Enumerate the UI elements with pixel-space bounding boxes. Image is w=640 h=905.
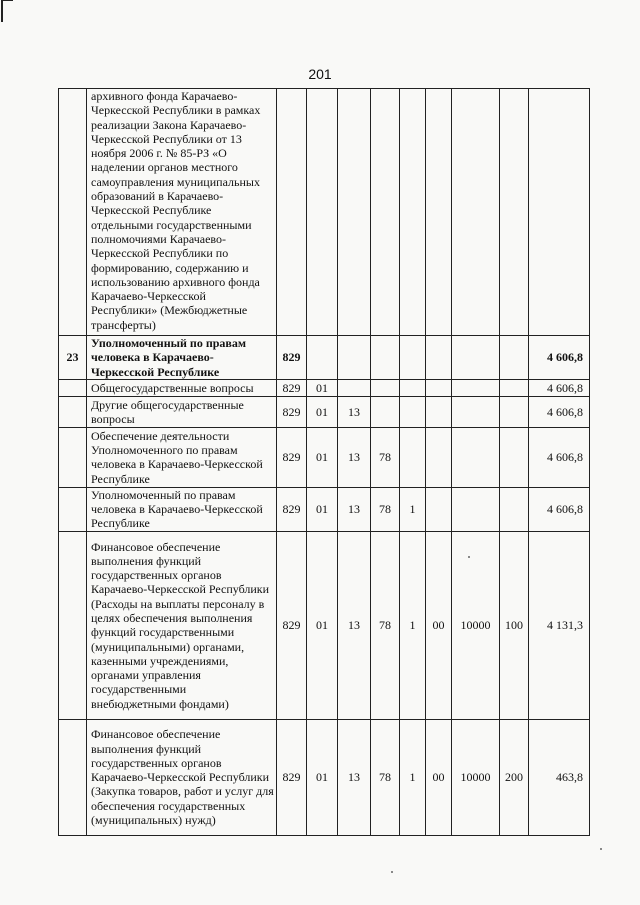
cell-amount: 4 606,8	[529, 487, 590, 531]
cell-rz: 01	[307, 379, 338, 396]
cell-direction	[426, 379, 452, 396]
cell-subprogram: 1	[400, 719, 426, 835]
cell-program: 78	[371, 531, 400, 719]
cell-program	[371, 379, 400, 396]
cell-program: 78	[371, 719, 400, 835]
cell-subprogram	[400, 336, 426, 380]
page-number: 201	[308, 66, 332, 82]
cell-direction	[426, 487, 452, 531]
row-number	[59, 89, 87, 336]
row-description: Уполномоченный по правам человека в Карачаево-Черкесской Республике	[87, 487, 277, 531]
cell-direction	[426, 336, 452, 380]
cell-code: 10000	[452, 719, 500, 835]
scan-speck	[600, 848, 602, 850]
row-number	[59, 487, 87, 531]
cell-code	[452, 487, 500, 531]
cell-subprogram: 1	[400, 531, 426, 719]
cell-ved: 829	[277, 427, 307, 487]
cell-vr	[500, 487, 529, 531]
cell-pr: 13	[338, 396, 371, 427]
cell-ved: 829	[277, 396, 307, 427]
row-description: Другие общегосударственные вопросы	[87, 396, 277, 427]
cell-amount: 4 606,8	[529, 427, 590, 487]
table-row	[59, 487, 590, 531]
cell-vr: 200	[500, 719, 529, 835]
cell-pr: 13	[338, 427, 371, 487]
table-row	[59, 427, 590, 487]
scan-speck	[391, 871, 393, 873]
cell-rz	[307, 336, 338, 380]
cell-subprogram	[400, 89, 426, 336]
cell-rz: 01	[307, 531, 338, 719]
cell-amount: 4 131,3	[529, 531, 590, 719]
cell-code	[452, 336, 500, 380]
cell-pr: 13	[338, 487, 371, 531]
row-number	[59, 396, 87, 427]
cell-vr	[500, 427, 529, 487]
cell-code	[452, 427, 500, 487]
cell-ved: 829	[277, 531, 307, 719]
cell-program	[371, 336, 400, 380]
cell-rz: 01	[307, 487, 338, 531]
cell-pr	[338, 336, 371, 380]
cell-ved: 829	[277, 719, 307, 835]
cell-direction	[426, 396, 452, 427]
cell-vr	[500, 396, 529, 427]
cell-ved: 829	[277, 379, 307, 396]
cell-code	[452, 379, 500, 396]
cell-rz: 01	[307, 719, 338, 835]
table-row	[59, 531, 590, 719]
cell-vr	[500, 336, 529, 380]
cell-subprogram	[400, 396, 426, 427]
row-description: Обеспечение деятельности Уполномоченного по правам человека в Карачаево-Черкесской Республике	[87, 427, 277, 487]
cell-subprogram: 1	[400, 487, 426, 531]
cell-vr: 100	[500, 531, 529, 719]
cell-rz	[307, 89, 338, 336]
budget-table	[58, 88, 590, 836]
cell-subprogram	[400, 379, 426, 396]
table-row	[59, 396, 590, 427]
table-row	[59, 89, 590, 336]
scan-edge-mark	[1, 0, 9, 22]
cell-code	[452, 396, 500, 427]
row-description: Уполномоченный по правам человека в Карачаево-Черкесской Республике	[87, 336, 277, 380]
cell-direction: 00	[426, 719, 452, 835]
cell-vr	[500, 379, 529, 396]
cell-program: 78	[371, 487, 400, 531]
scan-edge-mark-top	[1, 0, 13, 1]
cell-ved: 829	[277, 336, 307, 380]
cell-direction	[426, 427, 452, 487]
cell-pr	[338, 89, 371, 336]
cell-rz: 01	[307, 396, 338, 427]
cell-pr	[338, 379, 371, 396]
cell-subprogram	[400, 427, 426, 487]
cell-program	[371, 89, 400, 336]
cell-code	[452, 89, 500, 336]
cell-direction: 00	[426, 531, 452, 719]
row-number	[59, 719, 87, 835]
cell-rz: 01	[307, 427, 338, 487]
cell-program	[371, 396, 400, 427]
cell-direction	[426, 89, 452, 336]
cell-ved	[277, 89, 307, 336]
cell-amount: 4 606,8	[529, 336, 590, 380]
cell-program: 78	[371, 427, 400, 487]
row-description: Общегосударственные вопросы	[87, 379, 277, 396]
row-number	[59, 531, 87, 719]
cell-code: 10000	[452, 531, 500, 719]
cell-amount: 463,8	[529, 719, 590, 835]
cell-pr: 13	[338, 531, 371, 719]
cell-ved: 829	[277, 487, 307, 531]
cell-pr: 13	[338, 719, 371, 835]
cell-amount: 4 606,8	[529, 396, 590, 427]
cell-vr	[500, 89, 529, 336]
row-number	[59, 427, 87, 487]
row-description: Финансовое обеспечение выполнения функций государственных органов Карачаево-Черкесской Республики (Расходы на выплаты персоналу в целях обеспечения выполнения функций государственными (муниципальными) органами, казенными учреждениями, органами управления государственными внебюджетными фондами)	[87, 531, 277, 719]
table-row	[59, 336, 590, 380]
row-number	[59, 379, 87, 396]
table-row	[59, 379, 590, 396]
row-description: Финансовое обеспечение выполнения функций государственных органов Карачаево-Черкесской Республики (Закупка товаров, работ и услуг для обеспечения государственных (муниципальных) нужд)	[87, 719, 277, 835]
cell-amount	[529, 89, 590, 336]
cell-amount: 4 606,8	[529, 379, 590, 396]
table-row	[59, 719, 590, 835]
row-description: архивного фонда Карачаево-Черкесской Республики в рамках реализации Закона Карачаево-Черкесской Республики от 13 ноября 2006 г. № 85-РЗ «О наделении органов местного самоуправления муниципальных образований в Карачаево-Черкесской Республике отдельными государственными полномочиями Карачаево-Черкесской Республики по формированию, содержанию и использованию архивного фонда Карачаево-Черкесской Республики» (Межбюджетные трансферты)	[87, 89, 277, 336]
row-number: 23	[59, 336, 87, 380]
